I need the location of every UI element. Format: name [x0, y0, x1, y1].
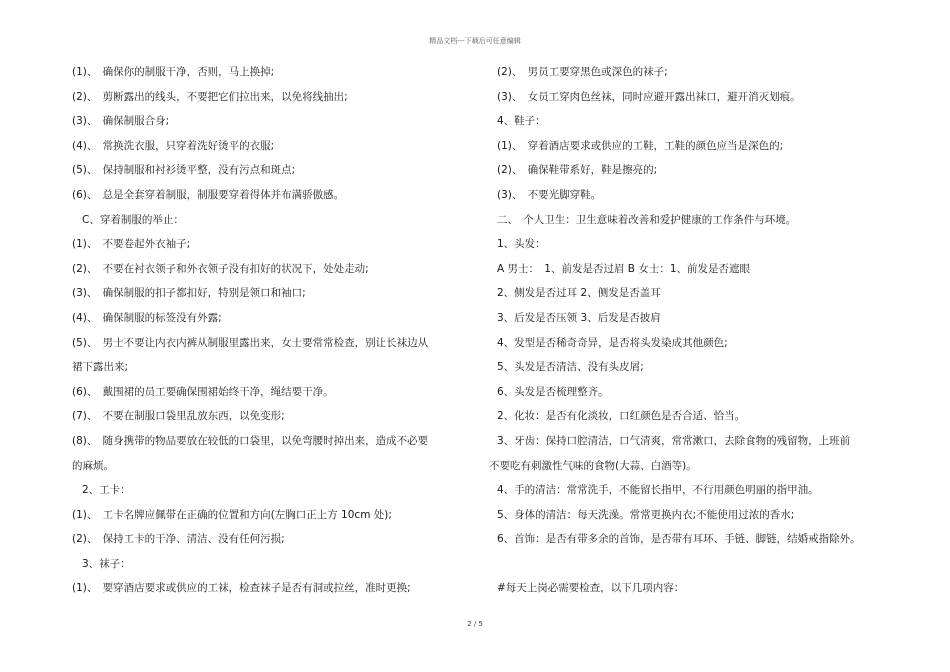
left-text-line: (1)、 不要卷起外衣袖子;	[72, 238, 191, 251]
right-text-line: 4、发型是否稀奇奇异，是否将头发染成其他颜色;	[497, 336, 728, 349]
right-text-line: 不要吃有刺激性气味的食物(大蒜、白酒等)。	[489, 459, 697, 472]
right-column	[489, 60, 892, 601]
left-text-line: (2)、 剪断露出的线头，不要把它们拉出来，以免将线抽出;	[72, 90, 348, 103]
left-column	[72, 60, 462, 601]
right-text-line: 4、鞋子：	[497, 115, 546, 128]
right-text-line: 6、首饰：是否有带多余的首饰，是否带有耳环、手链、脚链，结婚戒指除外。	[497, 533, 861, 546]
right-text-line: (3)、 女员工穿肉色丝袜，同时应避开露出袜口，避开消灭划痕。	[497, 90, 801, 103]
left-text-line: (5)、 保持制服和衬衫烫平整，没有污点和斑点;	[72, 164, 296, 177]
left-text-line: 3、袜子：	[82, 557, 131, 570]
left-text-line: (3)、 确保制服合身;	[72, 115, 170, 128]
left-text-line: C、穿着制服的举止：	[82, 213, 184, 226]
right-text-line	[497, 552, 892, 577]
left-text-line: (8)、 随身携带的物品要放在较低的口袋里，以免弯腰时掉出来，造成不必要	[72, 434, 429, 447]
left-text-line: (4)、 常换洗衣服，只穿着洗好烫平的衣服;	[72, 139, 275, 152]
right-text-line: #每天上岗必需要检查，以下几项内容：	[497, 582, 685, 595]
left-text-line: (6)、 总是全套穿着制服，制服要穿着得体并布满骄傲感。	[72, 188, 345, 201]
left-text-line: (1)、 要穿酒店要求或供应的工袜，检查袜子是否有洞或拉丝，准时更换;	[72, 582, 411, 595]
left-text-line: 的麻烦。	[72, 459, 114, 472]
page-number: 2 / 5	[467, 620, 483, 628]
right-text-line: A 男士： 1、前发是否过眉 B 女士：1、前发是否遮眼	[497, 262, 751, 275]
left-text-line: (6)、 戴围裙的员工要确保围裙始终干净，绳结要干净。	[72, 385, 334, 398]
left-text-line: (2)、 保持工卡的干净、清洁、没有任何污损;	[72, 533, 285, 546]
left-text-line: (1)、 工卡名牌应佩带在正确的位置和方向(左胸口正上方 10cm 处);	[72, 508, 392, 521]
right-text-line: 5、身体的清洁：每天洗澡。常常更换内衣;不能使用过浓的香水;	[497, 508, 795, 521]
right-text-line: (1)、 穿着酒店要求或供应的工鞋，工鞋的颜色应当是深色的;	[497, 139, 784, 152]
right-text-line: 2、化妆：是否有化淡妆，口红颜色是否合适、恰当。	[497, 410, 746, 423]
right-text-line: 2、侧发是否过耳 2、侧发是否盖耳	[497, 287, 661, 300]
right-text-line: (2)、 确保鞋带系好，鞋是擦亮的;	[497, 164, 658, 177]
left-text-line: (4)、 确保制服的标签没有外露;	[72, 311, 222, 324]
right-text-line: 6、头发是否梳理整齐。	[497, 385, 609, 398]
right-text-line: 3、牙齿：保持口腔清洁，口气清爽，常常漱口，去除食物的残留物，上班前	[497, 434, 851, 447]
right-text-line: 3、后发是否压领 3、后发是否披肩	[497, 311, 661, 324]
right-text-line: 1、头发：	[497, 238, 546, 251]
left-text-line: (1)、 确保你的制服干净，否则，马上换掉;	[72, 66, 275, 78]
left-text-line: (2)、 不要在衬衣领子和外衣领子没有扣好的状况下，处处走动;	[72, 262, 369, 275]
left-text-line: 2、工卡：	[82, 484, 131, 497]
left-text-line: (3)、 确保制服的扣子都扣好，特别是领口和袖口;	[72, 287, 306, 300]
page-header: 精品文档---下载后可任意编辑	[429, 37, 521, 45]
right-text-line: (3)、 不要光脚穿鞋。	[497, 188, 602, 201]
right-text-line: 5、头发是否清洁、没有头皮屑;	[497, 361, 644, 374]
right-text-line: (2)、 男员工要穿黑色或深色的袜子;	[497, 66, 668, 78]
left-text-line: (5)、 男士不要让内衣内裤从制服里露出来，女士要常常检查，别让长袜边从	[72, 336, 429, 349]
right-text-line: 4、手的清洁：常常洗手，不能留长指甲，不行用颜色明丽的指甲油。	[497, 484, 819, 497]
right-text-line: 二、 个人卫生：卫生意味着改善和爱护健康的工作条件与环境。	[497, 213, 797, 226]
left-text-line: (7)、 不要在制服口袋里乱放东西，以免变形;	[72, 410, 285, 423]
left-text-line: 裙下露出来;	[72, 361, 129, 374]
